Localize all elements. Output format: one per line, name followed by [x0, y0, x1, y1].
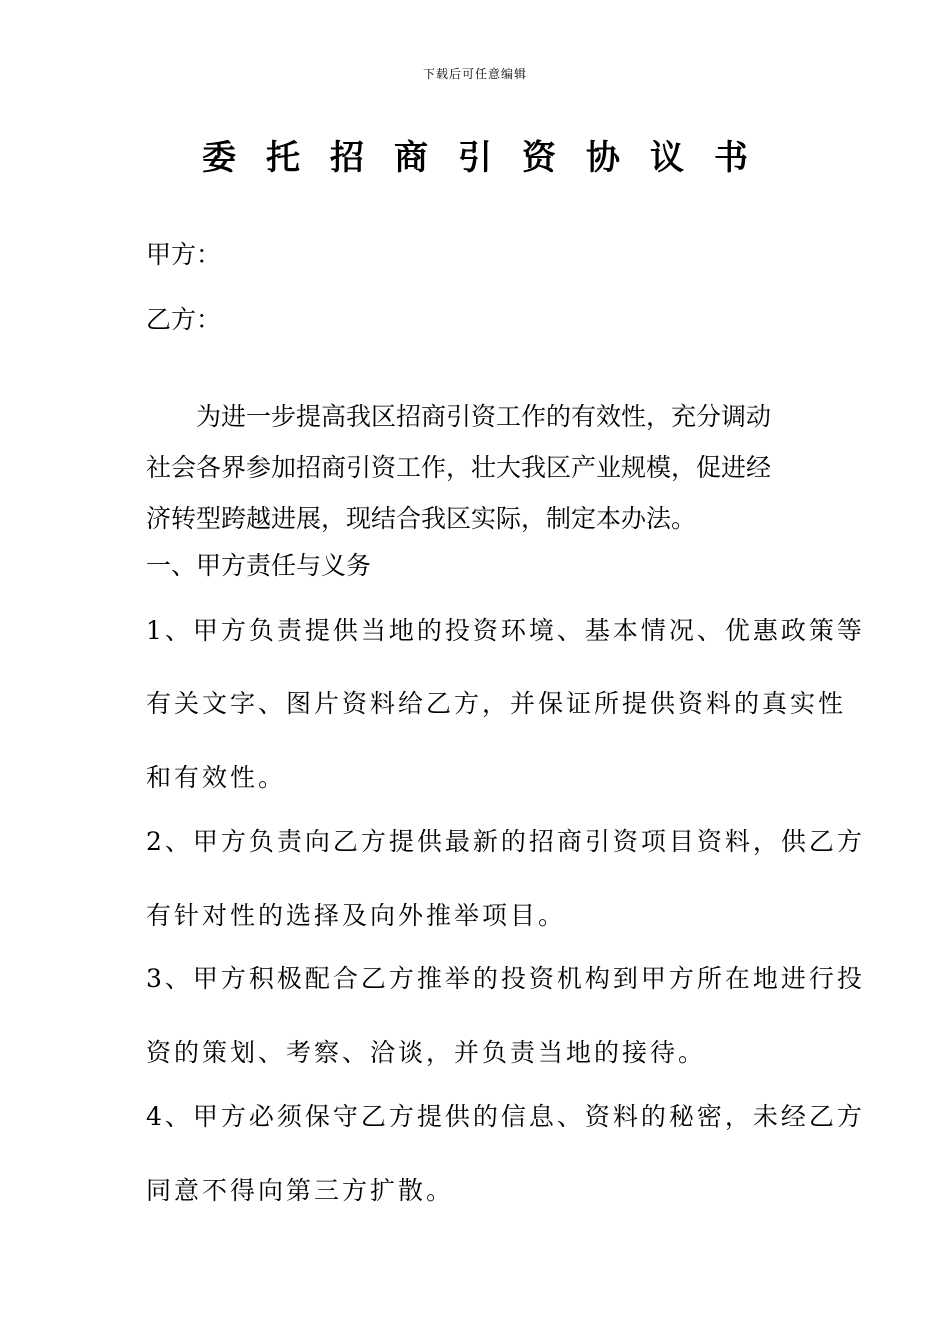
- clause-line: 1、甲方负责提供当地的投资环境、基本情况、优惠政策等: [146, 616, 865, 645]
- party-b-label: 乙方：: [146, 305, 222, 334]
- clause-line: 4、甲方必须保守乙方提供的信息、资料的秘密，未经乙方: [146, 1102, 865, 1131]
- clause-line: 有关文字、图片资料给乙方，并保证所提供资料的真实性: [146, 689, 847, 718]
- clause-line: 和有效性。: [146, 763, 287, 792]
- clause-line: 资的策划、考察、洽谈，并负责当地的接待。: [146, 1038, 707, 1067]
- preamble-line: 济转型跨越进展，现结合我区实际，制定本办法。: [146, 504, 697, 533]
- header-note: 下载后可任意编辑: [422, 67, 527, 81]
- clause-line: 3、甲方积极配合乙方推举的投资机构到甲方所在地进行投: [146, 964, 865, 993]
- clause-line: 有针对性的选择及向外推举项目。: [146, 901, 567, 930]
- clause-line: 2、甲方负责向乙方提供最新的招商引资项目资料，供乙方: [146, 827, 865, 856]
- party-a-label: 甲方：: [146, 240, 222, 269]
- preamble-line: 为进一步提高我区招商引资工作的有效性，充分调动: [196, 402, 772, 431]
- section-heading: 一、甲方责任与义务: [146, 551, 372, 580]
- preamble-line: 社会各界参加招商引资工作，壮大我区产业规模，促进经: [146, 453, 772, 482]
- clause-line: 同意不得向第三方扩散。: [146, 1176, 455, 1205]
- document-title: 委托招商引资协议书: [202, 138, 778, 178]
